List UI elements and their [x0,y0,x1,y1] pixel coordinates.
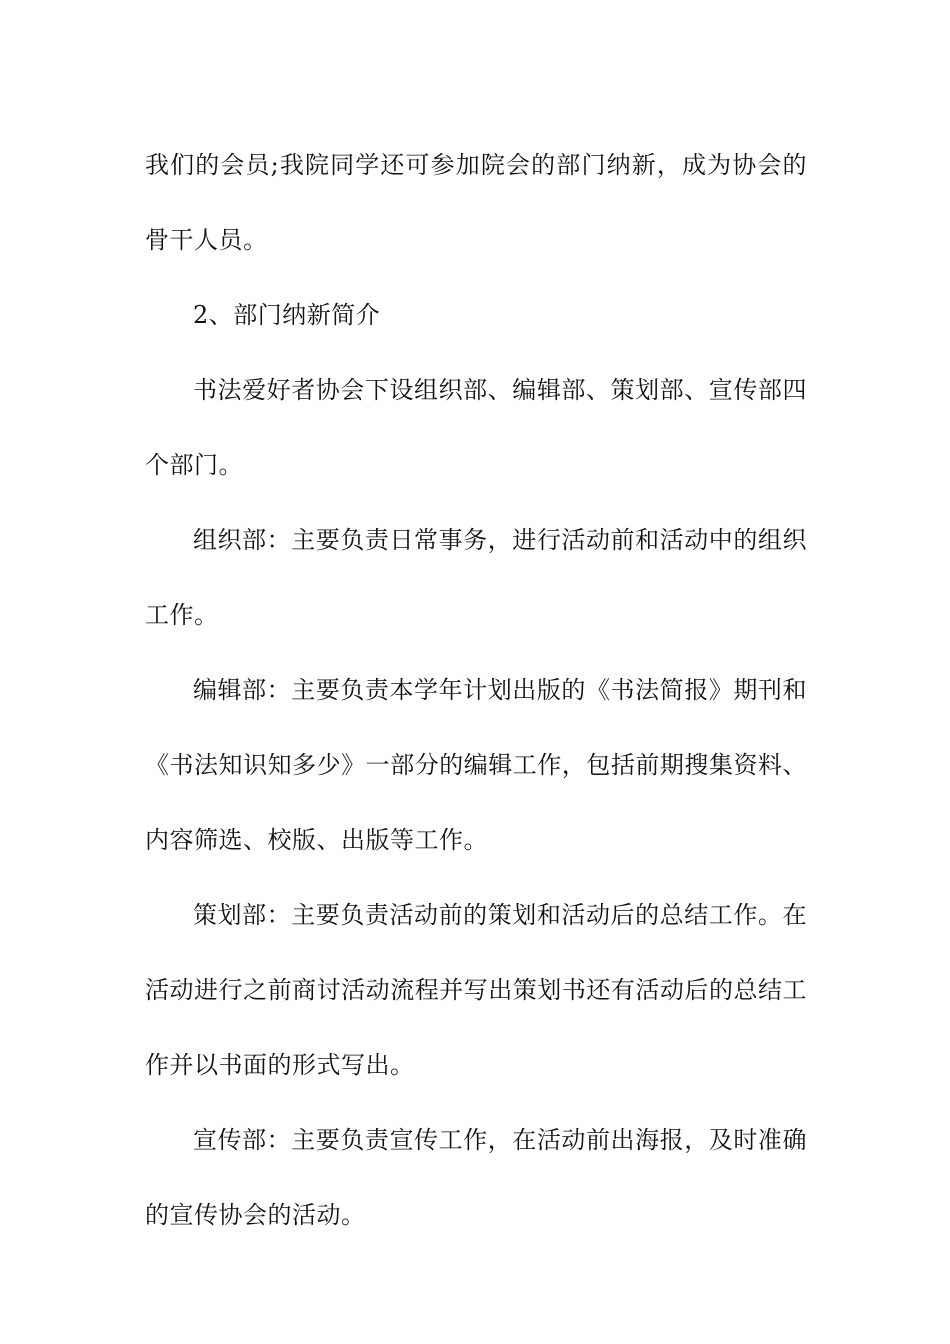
document-body [145,128,807,1253]
paragraph-department-overview: 书法爱好者协会下设组织部、编辑部、策划部、宣传部四个部门。 [145,376,807,479]
paragraph-publicity-dept: 宣传部：主要负责宣传工作，在活动前出海报，及时准确的宣传协会的活动。 [145,1126,807,1229]
paragraph-continuation: 我们的会员;我院同学还可参加院会的部门纳新，成为协会的骨干人员。 [145,151,807,254]
section-heading-department-recruitment: 2、部门纳新简介 [193,301,381,329]
paragraph-editing-dept: 编辑部：主要负责本学年计划出版的《书法简报》期刊和《书法知识知多少》一部分的编辑工作，包括前期搜集资料、内容筛选、校版、出版等工作。 [145,676,807,854]
paragraph-organization-dept: 组织部：主要负责日常事务，进行活动前和活动中的组织工作。 [145,526,807,629]
paragraph-planning-dept: 策划部：主要负责活动前的策划和活动后的总结工作。在活动进行之前商讨活动流程并写出策划书还有活动后的总结工作并以书面的形式写出。 [145,901,807,1079]
